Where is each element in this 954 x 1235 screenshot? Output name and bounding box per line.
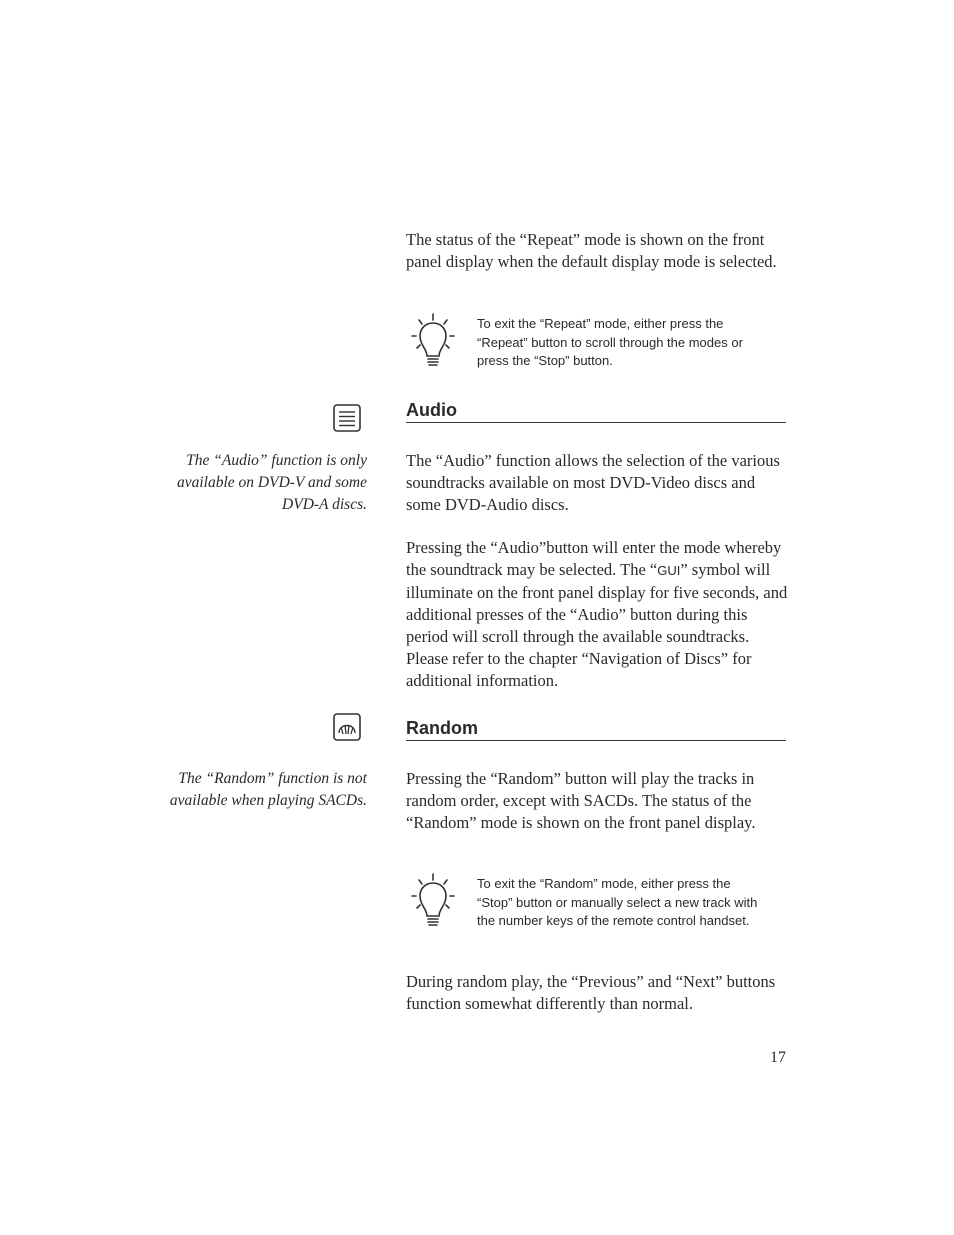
audio-paragraph-2 — [406, 537, 790, 692]
repeat-tip-text: To exit the “Repeat” mode, either press the “Repeat” button to scroll through the modes or press the “Stop” button. — [477, 316, 743, 368]
audio-paragraph-1: The “Audio” function allows the selection of the various soundtracks available on most DVD-Video discs and some DVD-Audio discs. — [406, 451, 780, 514]
audio-heading: Audio — [406, 399, 786, 423]
random-heading: Random — [406, 717, 786, 741]
repeat-status-paragraph: The status of the “Repeat” mode is shown on the front panel display when the default display mode is selected. — [406, 230, 777, 271]
audio-paragraph-2-part-2: ” symbol will illuminate on the front panel display for five seconds, and additional presses of the “Audio” button during this period will scroll through the available soundtracks. Please refer to the chapter “Navigation of Discs” for additional information. — [406, 560, 788, 690]
page-number: 17 — [770, 1049, 786, 1066]
lightbulb-icon — [410, 872, 456, 932]
random-side-note: The “Random” function is not available when playing SACDs. — [169, 770, 367, 809]
gui-symbol-text: GUI — [657, 563, 681, 578]
random-paragraph-1: Pressing the “Random” button will play the tracks in random order, except with SACDs. The status of the “Random” mode is shown on the front panel display. — [406, 769, 756, 832]
audio-paragraph-2-part-1: Pressing the “Audio”button will enter the mode whereby the soundtrack may be selected. The “ — [406, 538, 782, 579]
audio-menu-icon — [333, 404, 361, 432]
random-paragraph-2: During random play, the “Previous” and “Next” buttons function somewhat differently than normal. — [406, 972, 776, 1013]
random-tip-text: To exit the “Random” mode, either press the “Stop” button or manually select a new track with the number keys of the remote control handset. — [477, 876, 758, 928]
audio-side-note: The “Audio” function is only available on DVD-V and some DVD-A discs. — [177, 452, 367, 513]
lightbulb-icon — [410, 312, 456, 372]
random-icon — [333, 713, 361, 741]
